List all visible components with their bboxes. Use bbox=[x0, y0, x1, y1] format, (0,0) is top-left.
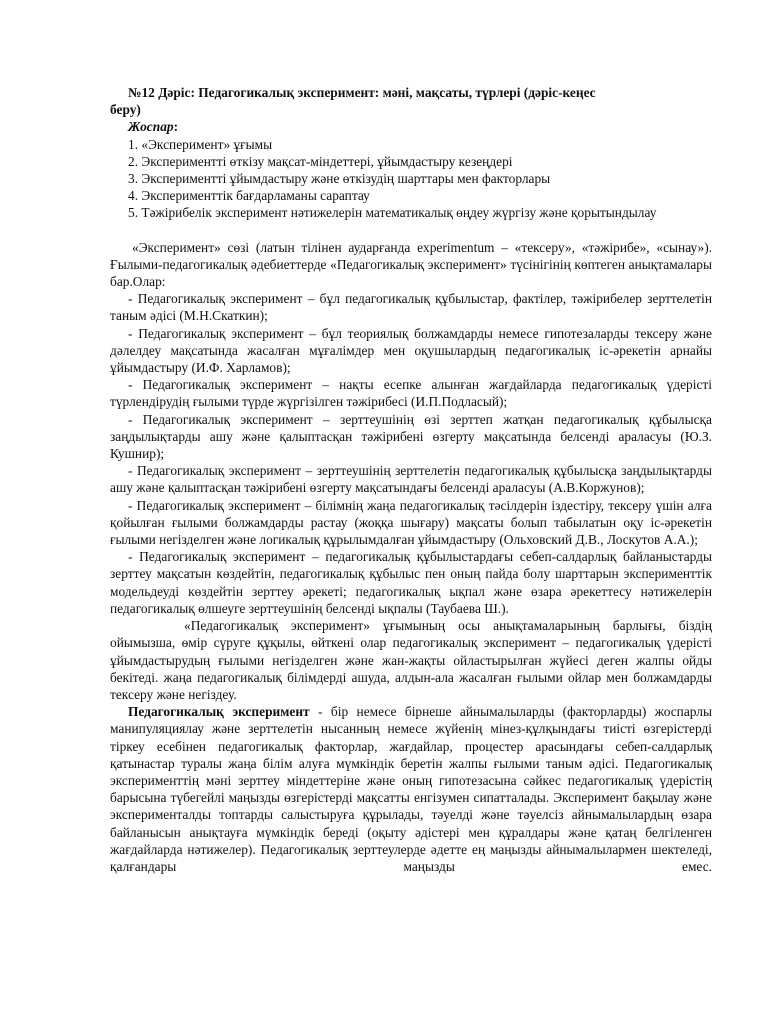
plan-heading-colon: : bbox=[173, 119, 179, 135]
final-text: - бір немесе бірнеше айнымалыларды (факторларды) жоспарлы манипуляциялау және зерттелетін нысанның немесе жүйенің мінез-құлқындағы тиісті өзгерістерді тіркеу есебінен педагогикалық факторлар, жағдайлар, процестер арасындағы себеп-салдарлық қатынастар туралы жаңа білім алуға мүмкіндік беретін жалпы ғылыми таным әдісі. Педагогикалық эксперименттің мәні зерттеу міндеттеріне және оның гипотезасына сәйкес педагогикалық үдерістің барысына түбегейлі маңызды өзгерістерді мақсатты енгізумен сипатталады. Эксперимент бақылау және эксперименталды топтарды салыстыруға құрылады, тәуелді және тәуелсіз айнымалылардың өзара байланысын анықтауға мүмкіндік береді (оқыту әдістері мен құралдары және қатаң белгіленген жағдайларда нәтижелер). Педагогикалық зерттеулерде әдетте ең маңызды айнымалылармен шектеледі, қалғандары маңызды емес. bbox=[110, 704, 712, 874]
plan-item: 4. Эксперименттік бағдарламаны сараптау bbox=[128, 188, 370, 204]
plan-heading-label: Жоспар bbox=[128, 119, 174, 135]
lecture-title-line1: №12 Дәріс: Педагогикалық эксперимент: мәні, мақсаты, түрлері (дәріс-кеңес bbox=[128, 85, 596, 100]
definition-item: - Педагогикалық эксперимент – педагогикалық құбылыстардағы себеп-салдарлық байланыстарды зерттеу мақсатын көздейтін, педагогикалық құбылыс пен оның пайда болу шарттарын эксперименттік модельдеуді көздейтін зерттеу әрекеті; педагогикалық ықпал және өзара әрекеттесу нәтижелерін педагогикалық өлшеуге зерттеушінің белсенді ықпалы (Таубаева Ш.). bbox=[110, 549, 712, 616]
plan-item: 5. Тәжірибелік эксперимент нәтижелерін математикалық өңдеу жүргізу және қорытындылау bbox=[128, 205, 657, 221]
final-term: Педагогикалық эксперимент bbox=[128, 704, 310, 720]
lecture-title-line2: беру) bbox=[110, 102, 141, 118]
lecture-title bbox=[110, 84, 712, 118]
plan-item: 2. Экспериментті өткізу мақсат-міндеттері, ұйымдастыру кезеңдері bbox=[128, 153, 513, 169]
plan-item: 3. Экспериментті ұйымдастыру және өткізудің шарттары мен факторлары bbox=[128, 171, 551, 187]
spacer bbox=[110, 222, 712, 239]
plan-heading bbox=[110, 118, 712, 135]
definition-item: - Педагогикалық эксперимент – зерттеушінің зерттелетін педагогикалық құбылысқа заңдылықтарды ашу және қалыптасқан тәжірибені өзгерту мақсатындағы белсенді араласуы (А.В.Коржунов); bbox=[110, 463, 712, 496]
document-page bbox=[110, 84, 712, 875]
definition-item: - Педагогикалық эксперимент – нақты есепке алынған жағдайларда педагогикалық үдерісті түрлендірудің ғылыми түрде жүргізілген тәжірибесі (И.П.Подласый); bbox=[110, 377, 712, 410]
intro-paragraph: «Эксперимент» сөзі (латын тілінен аударғанда experimentum – «тексеру», «тәжірибе», «сынау»). Ғылыми-педагогикалық әдебиеттерде «Педагогикалық эксперимент» түсінігінің көптеген анықтамалары бар.Олар: bbox=[110, 239, 712, 290]
final-paragraph bbox=[110, 703, 712, 875]
plan-list bbox=[110, 136, 712, 222]
definition-item: - Педагогикалық эксперимент – зерттеушінің өзі зерттеп жатқан педагогикалық құбылысқа заңдылықтарды ашу және қалыптасқан тәжірибені өзгерту мақсатында белсенді араласуы (Ю.З. Кушнир); bbox=[110, 411, 712, 462]
plan-item: 1. «Эксперимент» ұғымы bbox=[128, 136, 273, 152]
definition-item: - Педагогикалық эксперимент – бұл педагогикалық құбылыстар, фактілер, тәжірибелер зерттелетін таным әдісі (М.Н.Скаткин); bbox=[110, 291, 712, 324]
definition-item: - Педагогикалық эксперимент – білімнің жаңа педагогикалық тәсілдерін іздестіру, тексеру үшін алға қойылған ғылыми болжамдарды растау (жоққа шығару) мақсаты болып табылатын оқу іс-әрекетін ғылыми негізделген және логикалық құрылымдалған ұйымдастыру (Ольховский Д.В., Лоскутов А.А.); bbox=[110, 497, 712, 548]
summary-paragraph: «Педагогикалық эксперимент» ұғымының осы анықтамаларының барлығы, біздің ойымызша, өмір сүруге құқылы, өйткені олар педагогикалық эксперимент – педагогикалық үдерісті ұйымдастырудың ғылыми негізделген және жан-жақты ойластырылған жүйесі деген жалпы ойды бекітеді. жаңа педагогикалық білімдерді ашуда, алдын-ала жасалған ғылыми ойлар мен болжамдарды тексеру және негіздеу. bbox=[110, 618, 712, 702]
definition-item: - Педагогикалық эксперимент – бұл теориялық болжамдарды немесе гипотезаларды тексеру және дәлелдеу мақсатында жасалған мұғалімдер мен оқушылардың педагогикалық іс-әрекетін арнайы ұйымдастыру (И.Ф. Харламов); bbox=[110, 325, 712, 376]
